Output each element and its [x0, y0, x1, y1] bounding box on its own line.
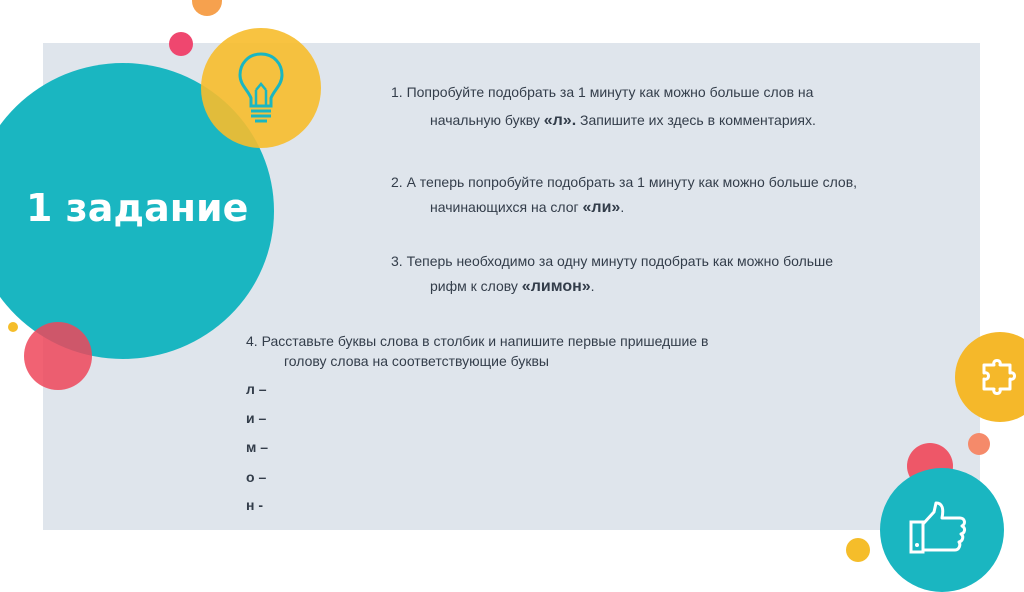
task3-keyword: «лимон» [521, 278, 591, 295]
task4-line1: 4. Расставьте буквы слова в столбик и напишите первые пришедшие в [246, 333, 709, 349]
task3-line1: 3. Теперь необходимо за одну минуту подобрать как можно больше [391, 253, 834, 269]
letter-item: м – [246, 439, 269, 455]
task2-prefix: начинающихся на слог [430, 199, 583, 215]
decorative-dot-orange-right [968, 433, 990, 455]
thumbs-up-icon [908, 500, 972, 556]
task1-keyword: «л». [543, 112, 577, 129]
task2-keyword: «ли» [582, 199, 621, 216]
task2-suffix: . [620, 199, 625, 215]
task2-line1: 2. А теперь попробуйте подобрать за 1 минуту как можно больше слов, [391, 174, 858, 190]
slide-title: 1 задание [26, 186, 249, 230]
lightbulb-icon [236, 50, 286, 126]
puzzle-icon [978, 355, 1022, 399]
decorative-dot-yellow [8, 322, 18, 332]
task3-prefix: рифм к слову [430, 278, 522, 294]
decorative-dot-orange [192, 0, 222, 16]
task4-line2: голову слова на соответствующие буквы [284, 353, 549, 369]
task1-line1: 1. Попробуйте подобрать за 1 минуту как можно больше слов на [391, 84, 814, 100]
task3-line2 [430, 276, 595, 297]
letter-item: и – [246, 410, 267, 426]
task3-suffix: . [590, 278, 595, 294]
task2-line2 [430, 197, 624, 218]
task1-suffix: Запишите их здесь в комментариях. [576, 112, 816, 128]
decorative-dot-pink [169, 32, 193, 56]
letter-item: л – [246, 381, 267, 397]
decorative-circle-red [24, 322, 92, 390]
letter-item: о – [246, 469, 267, 485]
letter-item: н - [246, 497, 264, 513]
decorative-dot-yellow-right [846, 538, 870, 562]
task1-prefix: начальную букву [430, 112, 544, 128]
task1-line2 [430, 110, 816, 131]
